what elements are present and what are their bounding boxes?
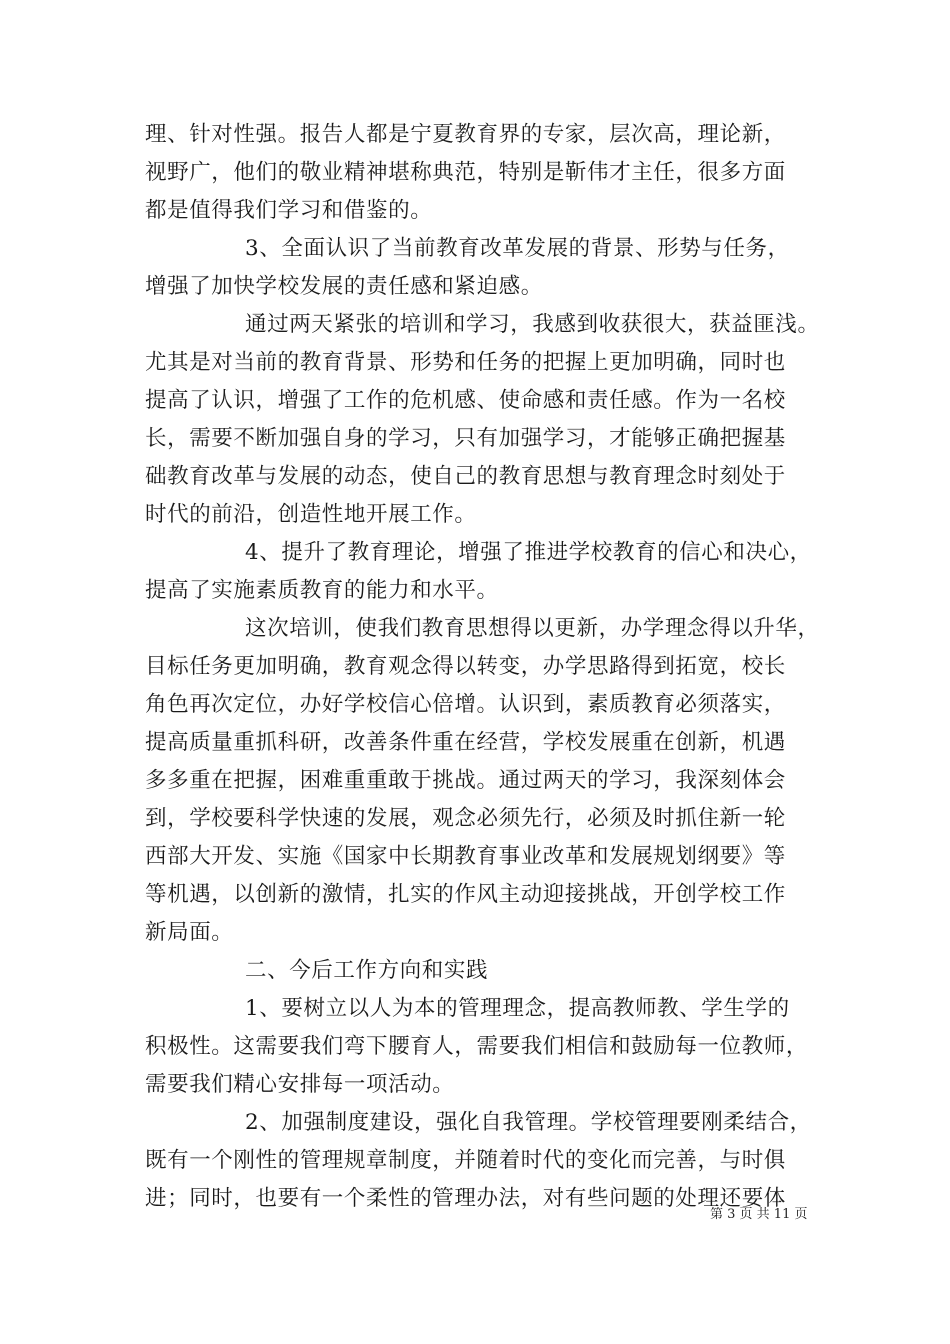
text-line: 都是值得我们学习和借鉴的。	[145, 198, 433, 223]
text-line: 4、提升了教育理论，增强了推进学校教育的信心和决心，	[245, 540, 812, 565]
text-line: 西部大开发、实施《国家中长期教育事业改革和发展规划纲要》等	[145, 844, 786, 869]
text-line: 长，需要不断加强自身的学习，只有加强学习，才能够正确把握基	[145, 426, 786, 451]
text-line: 积极性。这需要我们弯下腰育人，需要我们相信和鼓励每一位教师，	[145, 1034, 809, 1059]
text-line: 视野广，他们的敬业精神堪称典范，特别是靳伟才主任，很多方面	[145, 160, 786, 185]
text-line: 这次培训，使我们教育思想得以更新，办学理念得以升华，	[245, 616, 820, 641]
text-line: 需要我们精心安排每一项活动。	[145, 1072, 455, 1097]
text-line: 到，学校要科学快速的发展，观念必须先行，必须及时抓住新一轮	[145, 806, 786, 831]
text-line: 新局面。	[145, 920, 234, 945]
text-line: 目标任务更加明确，教育观念得以转变，办学思路得到拓宽，校长	[145, 654, 786, 679]
text-line: 既有一个刚性的管理规章制度，并随着时代的变化而完善，与时俱	[145, 1148, 786, 1173]
text-line: 进；同时，也要有一个柔性的管理办法，对有些问题的处理还要体	[145, 1186, 786, 1211]
text-line: 础教育改革与发展的动态，使自己的教育思想与教育理念时刻处于	[145, 464, 786, 489]
text-line: 增强了加快学校发展的责任感和紧迫感。	[145, 274, 543, 299]
text-line: 2、加强制度建设，强化自我管理。学校管理要刚柔结合，	[245, 1110, 812, 1135]
text-line: 提高质量重抓科研，改善条件重在经营，学校发展重在创新，机遇	[145, 730, 786, 755]
section-heading: 二、今后工作方向和实践	[245, 958, 489, 983]
text-line: 理、针对性强。报告人都是宁夏教育界的专家，层次高，理论新，	[145, 122, 786, 147]
text-line: 角色再次定位，办好学校信心倍增。认识到，素质教育必须落实，	[145, 692, 786, 717]
text-line: 尤其是对当前的教育背景、形势和任务的把握上更加明确，同时也	[145, 350, 786, 375]
text-line: 提高了实施素质教育的能力和水平。	[145, 578, 499, 603]
text-line: 时代的前沿，创造性地开展工作。	[145, 502, 477, 527]
text-line: 多多重在把握，困难重重敢于挑战。通过两天的学习，我深刻体会	[145, 768, 786, 793]
text-line: 等机遇，以创新的激情，扎实的作风主动迎接挑战，开创学校工作	[145, 882, 786, 907]
text-line: 提高了认识，增强了工作的危机感、使命感和责任感。作为一名校	[145, 388, 786, 413]
text-line: 3、全面认识了当前教育改革发展的背景、形势与任务，	[245, 236, 790, 261]
page-number: 第 3 页 共 11 页	[710, 1207, 808, 1222]
text-line: 通过两天紧张的培训和学习，我感到收获很大，获益匪浅。	[245, 312, 820, 337]
text-line: 1、要树立以人为本的管理理念，提高教师教、学生学的	[245, 996, 790, 1021]
